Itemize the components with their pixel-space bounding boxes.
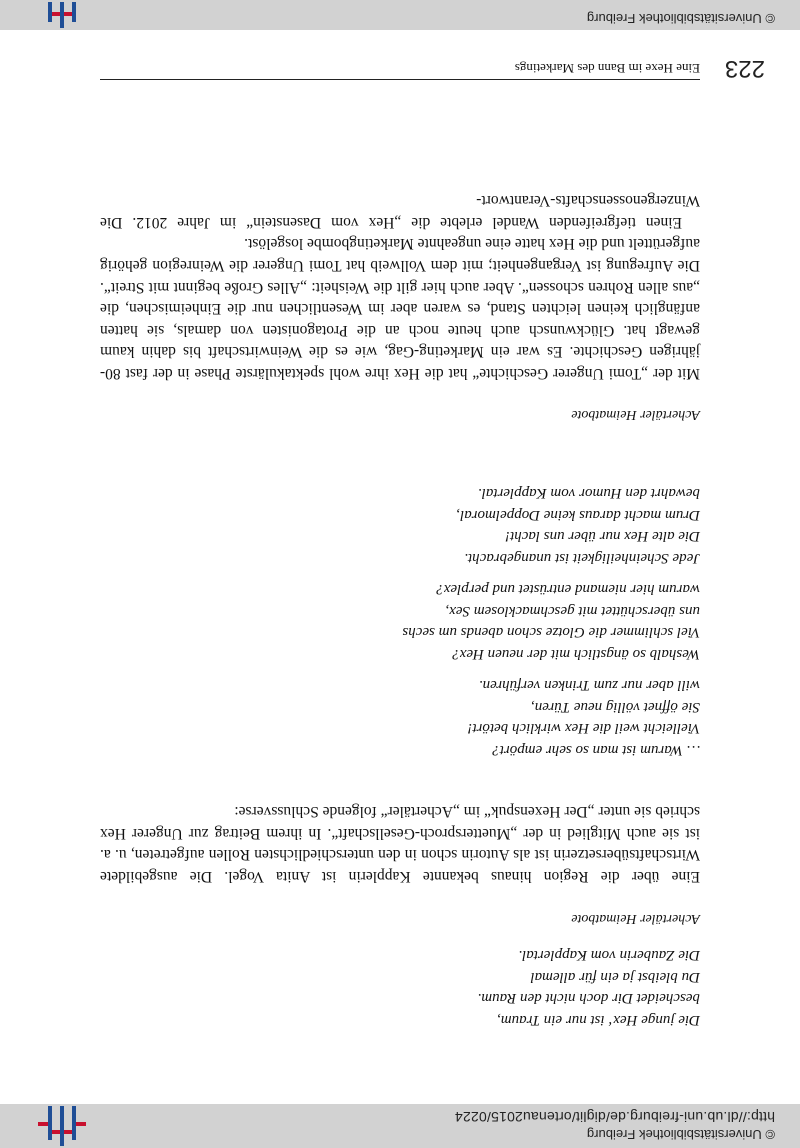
- poem-line: Die junge Hex‘ ist nur ein Traum,: [497, 1012, 700, 1028]
- poem-line: will aber nur zum Trinken verführen.: [478, 677, 700, 694]
- poem-line: Die alte Hex nur über uns lacht!: [505, 528, 700, 545]
- viewer-bottom-bar: [0, 0, 800, 30]
- poem-line: uns überschüttet mit geschmacklosem Sex,: [445, 603, 700, 619]
- poem-line: Drum macht daraus keine Doppelmoral,: [456, 507, 700, 523]
- poem-2: [100, 472, 700, 760]
- paragraph-2: [100, 190, 700, 384]
- header-rule: [100, 79, 700, 80]
- body-paragraph: Einen tiefgreifenden Wandel erlebte die „Hex vom Dasenstein“ im Jahre 2012. Die Winzergenossenschafts-Verantwort-: [100, 192, 700, 231]
- university-logo-icon: [38, 2, 86, 28]
- page-number: 223: [724, 55, 765, 82]
- copyright-notice: © Universitätsbibliothek Freiburg: [586, 11, 775, 26]
- body-paragraph: Eine über die Region hinaus bekannte Kapplerin ist Anita Vogel. Die ausgebildete Wirtschaftsübersetzerin ist als Autorin schon in den unterschiedlichsten Rollen aufgetreten, u. a. ist sie auch Mitglied in der „Muettersproch-Gesellschaft“. In ihrem Beitrag zur Ungerer Hex schrieb sie unter „Der Hexenspuk“ im „Achertäler“ folgende Schlussverse:: [100, 803, 700, 885]
- poem-line: Du bleibst ja ein für allemal: [530, 969, 700, 985]
- poem-line: bewahrt den Humor vom Kapplertal.: [477, 485, 700, 502]
- poem-line: Weshalb so ängstlich mit der neuen Hex?: [452, 646, 700, 662]
- poem-line: Viel schlimmer die Glotze schon abends um sechs: [402, 624, 700, 641]
- poem-2-source: Achertäler Heimatbote: [571, 407, 700, 422]
- viewer-top-bar: [0, 1104, 800, 1148]
- university-logo-icon: [38, 1106, 86, 1146]
- paragraph-1: [100, 801, 700, 887]
- poem-line: Jede Scheinheiligkeit ist unangebracht.: [464, 550, 700, 566]
- poem-1: [100, 934, 700, 1030]
- poem-2-stanza-1: [100, 674, 700, 760]
- body-paragraph: Mit der „Tomi Ungerer Geschichte“ hat die Hex ihre wohl spektakulärste Phase in der fast 80-jährigen Geschichte. Es war ein Marketing-Gag, wie es die Weinwirtschaft bis dahin kaum gewagt hat. Glückwunsch auch heute noch an die Protagonisten von damals, sie hatten anfänglich keinen leichten Stand, es waren aber im Wesentlichen nur die Einheimischen, die „aus allen Rohren schossen“. Aber auch hier gilt die Weisheit: „Alles Große beginnt mit Streit“. Die Aufregung ist Vergangenheit; mit dem Vollweib hat Tomi Ungerer die Weinregion gehörig aufgerüttelt und die Hex hatte eine ungeahnte Marketingbombe losgelöst.: [100, 235, 700, 382]
- poem-line: warum hier niemand entrüstet und perplex?: [436, 581, 700, 598]
- poem-1-source: Achertäler Heimatbote: [571, 911, 700, 926]
- poem-line: Die Zauberin vom Kapplertal.: [518, 947, 700, 964]
- copyright-notice: © Universitätsbibliothek Freiburg: [586, 1127, 775, 1142]
- poem-1-stanza: [100, 944, 700, 1030]
- poem-line: Vielleicht weil die Hex wirklich betört!: [467, 720, 700, 737]
- running-title: Eine Hexe im Bann des Marketings: [514, 61, 700, 76]
- poem-line: bescheidet Dir doch nicht den Raum.: [477, 990, 700, 1007]
- poem-2-stanza-3: [100, 482, 700, 568]
- poem-line: … Warum ist man so sehr empört?: [492, 742, 700, 758]
- poem-2-stanza-2: [100, 578, 700, 664]
- document-url-link[interactable]: http://dl.ub.uni-freiburg.de/diglit/ortenau2015/0224: [454, 1109, 775, 1125]
- poem-line: Sie öffnet völlig neue Türen,: [531, 699, 700, 715]
- running-head: [100, 61, 700, 76]
